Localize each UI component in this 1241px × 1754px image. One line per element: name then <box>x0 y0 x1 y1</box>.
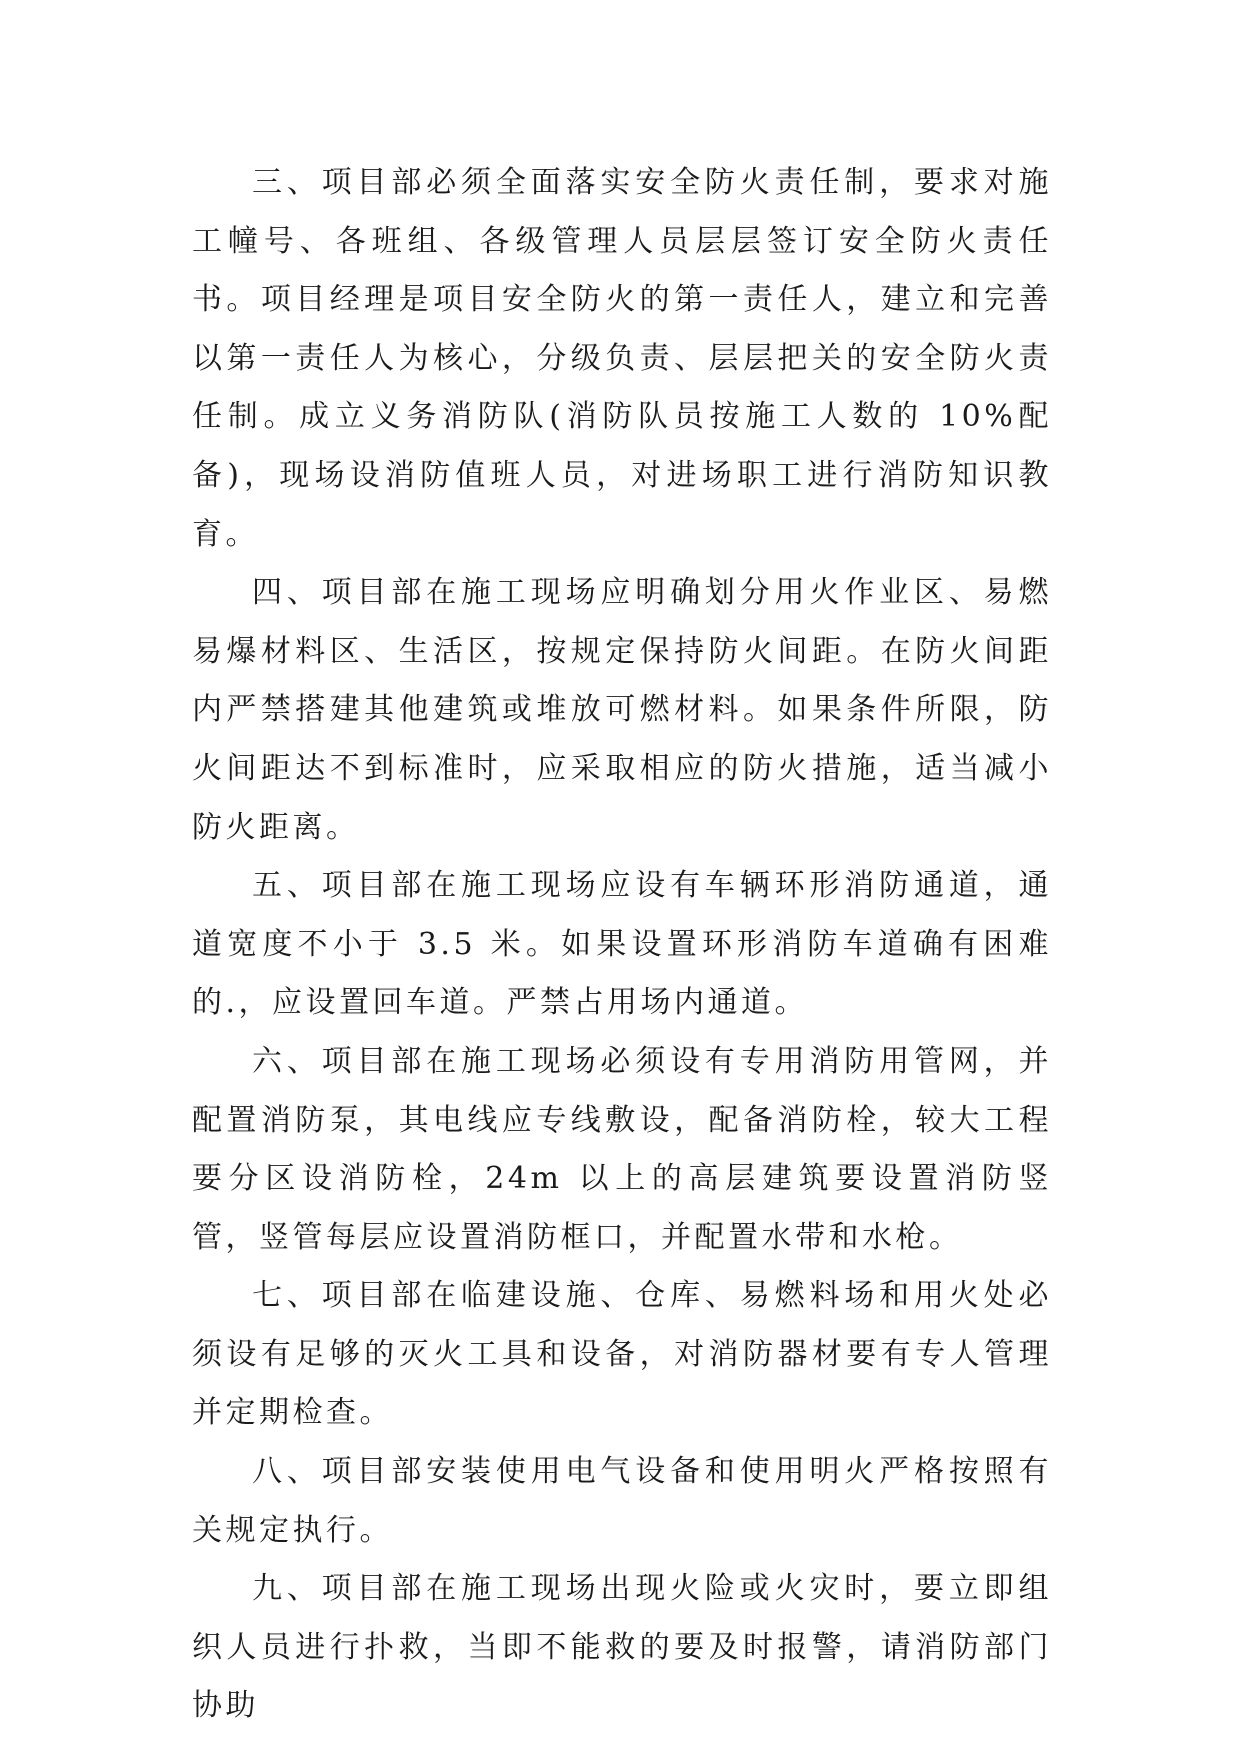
paragraph-6: 六、项目部在施工现场必须设有专用消防用管网，并配置消防泵，其电线应专线敷设，配备消防栓，较大工程要分区设消防栓，24m 以上的高层建筑要设置消防竖管，竖管每层应设置消防框口，并配置水带和水枪。 <box>192 1043 1052 1255</box>
paragraph-8: 八、项目部安装使用电气设备和使用明火严格按照有关规定执行。 <box>192 1454 1052 1548</box>
paragraph-3: 三、项目部必须全面落实安全防火责任制，要求对施工幢号、各班组、各级管理人员层层签订安全防火责任书。项目经理是项目安全防火的第一责任人，建立和完善以第一责任人为核心，分级负责、层层把关的安全防火责任制。成立义务消防队(消防队员按施工人数的 10%配备)，现场设消防值班人员，对进场职工进行消防知识教育。 <box>192 165 1052 552</box>
paragraph-7: 七、项目部在临建设施、仓库、易燃料场和用火处必须设有足够的灭火工具和设备，对消防器材要有专人管理并定期检查。 <box>192 1278 1052 1431</box>
paragraph-5: 五、项目部在施工现场应设有车辆环形消防通道，通道宽度不小于 3.5 米。如果设置环形消防车道确有困难的.，应设置回车道。严禁占用场内通道。 <box>192 868 1052 1021</box>
document-body <box>192 154 1052 1736</box>
paragraph-9: 九、项目部在施工现场出现火险或火灾时，要立即组织人员进行扑救，当即不能救的要及时报警，请消防部门协助 <box>192 1571 1052 1724</box>
paragraph-4: 四、项目部在施工现场应明确划分用火作业区、易燃易爆材料区、生活区，按规定保持防火间距。在防火间距内严禁搭建其他建筑或堆放可燃材料。如果条件所限，防火间距达不到标准时，应采取相应的防火措施，适当减小防火距离。 <box>192 575 1052 845</box>
